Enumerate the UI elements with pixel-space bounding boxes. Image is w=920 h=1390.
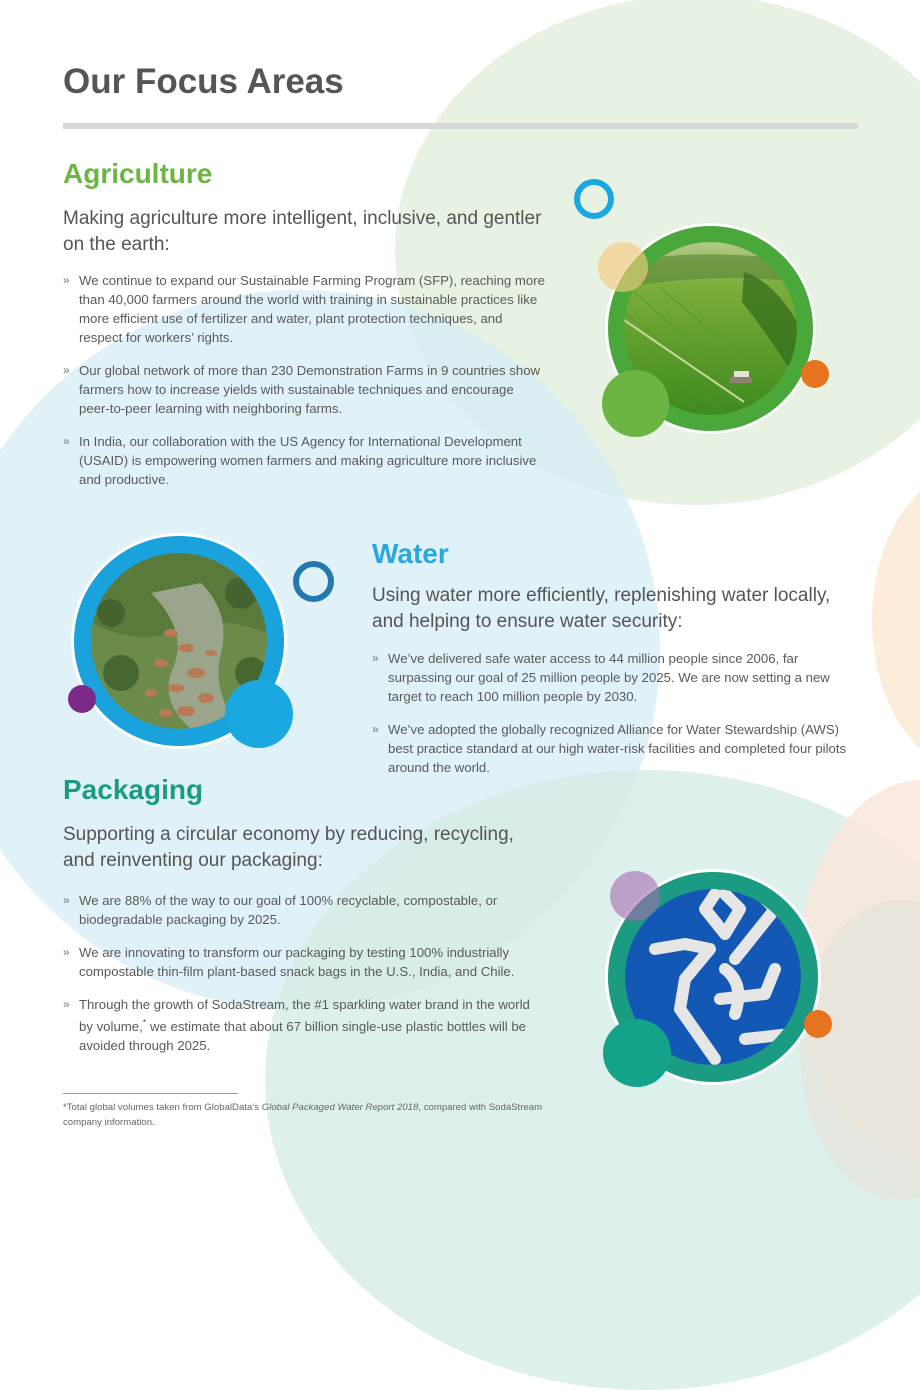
- water-heading: Water: [372, 538, 449, 569]
- bullet-text-part: Through the growth of SodaStream, the #1 sparkling water brand in the world by volume,: [79, 997, 530, 1035]
- list-item: [63, 943, 543, 981]
- packaging-lead: Supporting a circular economy by reducing, recycling, and reinventing our packaging:: [63, 824, 514, 871]
- bullet-marker: »: [63, 893, 70, 907]
- page-title: Our Focus Areas: [63, 62, 344, 101]
- agriculture-ring-accent-blue: [574, 179, 614, 219]
- bullet-marker: »: [372, 722, 379, 736]
- bullet-text: We’ve adopted the globally recognized Alliance for Water Stewardship (AWS) best practice standard at our high water-risk facilities and completed four pilots around the world.: [388, 722, 847, 775]
- water-dot-blue: [225, 680, 293, 748]
- bullet-marker: »: [63, 945, 70, 959]
- footnote-divider: [63, 1093, 238, 1094]
- water-bullets: [372, 649, 862, 791]
- title-divider: [63, 123, 858, 129]
- bullet-text: In India, our collaboration with the US Agency for International Development (USAID) is empowering women farmers and making agriculture more inclusive and productive.: [79, 434, 537, 487]
- bullet-text: We are 88% of the way to our goal of 100% recyclable, compostable, or biodegradable packaging by 2025.: [79, 893, 498, 927]
- bullet-text: We are innovating to transform our packaging by testing 100% industrially compostable thin-film plant-based snack bags in the U.S., India, and Chile.: [79, 945, 515, 979]
- bullet-text: We continue to expand our Sustainable Farming Program (SFP), reaching more than 40,000 farmers around the world with training in sustainable practices like more efficient use of fertilizer and water, plant protection techniques, and respect for workers’ rights.: [79, 273, 545, 345]
- agriculture-dot-yellow: [598, 242, 648, 292]
- packaging-dot-purple: [610, 871, 660, 921]
- water-ring-accent-blue: [293, 561, 334, 602]
- list-item: [63, 432, 548, 489]
- footnote-report-title: Global Packaged Water Report 2018: [261, 1102, 419, 1113]
- list-item: [372, 720, 862, 777]
- bullet-marker: »: [63, 273, 70, 287]
- bullet-marker: »: [63, 434, 70, 448]
- water-dot-purple: [68, 685, 96, 713]
- packaging-dot-teal: [603, 1019, 671, 1087]
- water-lead: Using water more efficiently, replenishing water locally, and helping to ensure water security:: [372, 585, 831, 632]
- list-item: [372, 649, 862, 706]
- bullet-marker: »: [63, 997, 70, 1011]
- footnote: [63, 1100, 543, 1130]
- packaging-heading: Packaging: [63, 774, 204, 805]
- list-item: [63, 995, 543, 1055]
- agriculture-dot-green: [602, 370, 669, 437]
- footnote-text: *Total global volumes taken from GlobalData’s: [63, 1102, 262, 1113]
- list-item: [63, 271, 548, 347]
- list-item: [63, 361, 548, 418]
- packaging-dot-orange: [804, 1010, 832, 1038]
- bullet-marker: »: [372, 651, 379, 665]
- footnote-text: , compared with SodaStream company information.: [63, 1102, 543, 1128]
- packaging-bullets: [63, 891, 543, 1069]
- footnote-mark: *: [142, 1018, 147, 1028]
- background-circle-peach: [872, 470, 920, 770]
- agriculture-lead: Making agriculture more intelligent, inclusive, and gentler on the earth:: [63, 208, 542, 255]
- bullet-text: We’ve delivered safe water access to 44 million people since 2006, far surpassing our goal of 25 million people by 2025. We are now setting a new target to reach 100 million people by 2030.: [388, 651, 830, 704]
- list-item: [63, 891, 543, 929]
- agriculture-heading: Agriculture: [63, 158, 213, 189]
- bullet-text: Our global network of more than 230 Demonstration Farms in 9 countries show farmers how to increase yields with sustainable techniques and encourage peer-to-peer learning with neighboring farms.: [79, 363, 541, 416]
- agriculture-bullets: [63, 271, 548, 503]
- bullet-marker: »: [63, 363, 70, 377]
- bullet-text-part: we estimate that about 67 billion single-use plastic bottles will be avoided through 2025.: [79, 1019, 527, 1054]
- bullet-text: [79, 997, 530, 1053]
- agriculture-dot-orange: [801, 360, 829, 388]
